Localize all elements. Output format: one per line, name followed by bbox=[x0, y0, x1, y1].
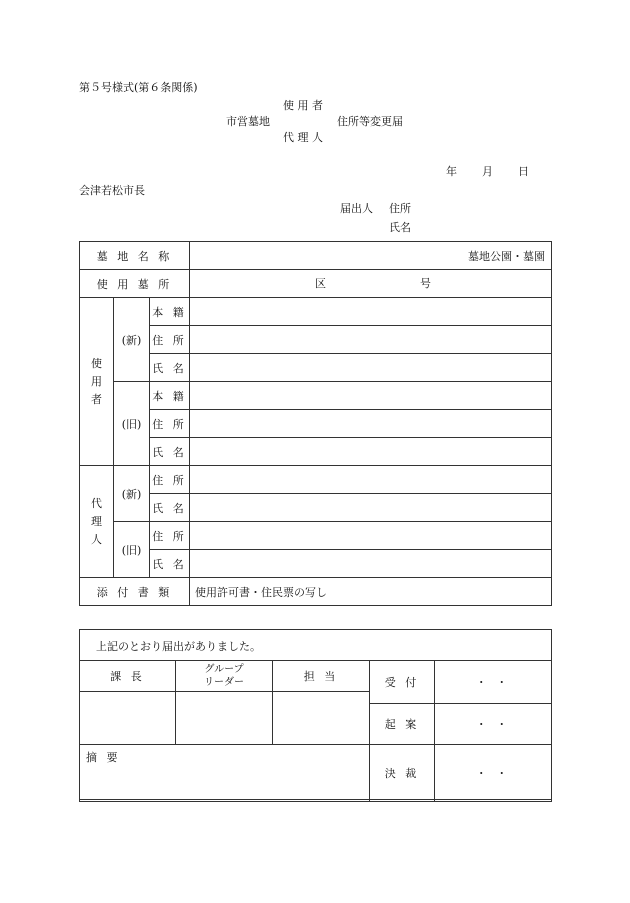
user-old-name-label: 氏 名 bbox=[150, 438, 190, 466]
uketsuke-date[interactable]: ・ ・ bbox=[435, 661, 552, 704]
tanto-label: 担 当 bbox=[273, 661, 370, 692]
user-section-label: 使 用 者 bbox=[80, 298, 114, 466]
group-leader-line1: グループ bbox=[204, 664, 244, 675]
attachments-field[interactable]: 使用許可書・住民票の写し bbox=[190, 578, 552, 606]
plot-ku-label: 区 bbox=[315, 277, 326, 290]
user-new-name-field[interactable] bbox=[190, 354, 552, 382]
title-cemetery: 市営墓地 bbox=[226, 115, 270, 128]
agent-new-name-field[interactable] bbox=[190, 494, 552, 522]
kacho-label: 課 長 bbox=[80, 661, 176, 692]
agent-new-label: (新) bbox=[114, 466, 150, 522]
uketsuke-label: 受 付 bbox=[370, 661, 435, 704]
title-user: 使 用 者 bbox=[283, 99, 323, 112]
summary-label: 摘 要 bbox=[86, 751, 121, 764]
user-old-honseki-field[interactable] bbox=[190, 382, 552, 410]
date-day: 日 bbox=[518, 165, 529, 178]
applicant-name-label: 氏名 bbox=[389, 221, 411, 234]
kian-date[interactable]: ・ ・ bbox=[435, 704, 552, 745]
office-approval-table bbox=[79, 660, 552, 802]
office-notice: 上記のとおり届出がありました。 bbox=[96, 640, 261, 653]
application-table bbox=[79, 241, 552, 606]
plot-go-label: 号 bbox=[420, 277, 431, 290]
applicant-label: 届出人 bbox=[340, 202, 373, 215]
user-new-label: (新) bbox=[114, 298, 150, 382]
agent-old-name-label: 氏 名 bbox=[150, 550, 190, 578]
user-new-honseki-field[interactable] bbox=[190, 298, 552, 326]
user-old-honseki-label: 本 籍 bbox=[150, 382, 190, 410]
summary-field[interactable] bbox=[80, 745, 370, 802]
user-old-address-field[interactable] bbox=[190, 410, 552, 438]
date-year: 年 bbox=[446, 165, 457, 178]
user-new-address-label: 住 所 bbox=[150, 326, 190, 354]
agent-new-address-label: 住 所 bbox=[150, 466, 190, 494]
addressee: 会津若松市長 bbox=[79, 184, 145, 197]
tanto-seal-field[interactable] bbox=[273, 692, 370, 745]
title-agent: 代 理 人 bbox=[283, 131, 323, 144]
user-old-name-field[interactable] bbox=[190, 438, 552, 466]
title-change-notice: 住所等変更届 bbox=[337, 115, 403, 128]
user-old-label: (旧) bbox=[114, 382, 150, 466]
kacho-seal-field[interactable] bbox=[80, 692, 176, 745]
group-leader-seal-field[interactable] bbox=[176, 692, 273, 745]
cemetery-name-label: 墓 地 名 称 bbox=[80, 242, 190, 270]
plot-row bbox=[80, 270, 552, 298]
date-month: 月 bbox=[482, 165, 493, 178]
cemetery-name-row bbox=[80, 242, 552, 270]
plot-field[interactable] bbox=[190, 270, 552, 298]
user-old-address-label: 住 所 bbox=[150, 410, 190, 438]
kessai-date[interactable]: ・ ・ bbox=[435, 745, 552, 802]
user-new-name-label: 氏 名 bbox=[150, 354, 190, 382]
agent-new-address-field[interactable] bbox=[190, 466, 552, 494]
applicant-address-label: 住所 bbox=[389, 202, 411, 215]
cemetery-name-field[interactable]: 墓地公園・墓園 bbox=[190, 242, 552, 270]
group-leader-line2: リーダー bbox=[204, 677, 244, 688]
agent-section-label: 代 理 人 bbox=[80, 466, 114, 578]
attachments-label: 添 付 書 類 bbox=[80, 578, 190, 606]
plot-label: 使 用 墓 所 bbox=[80, 270, 190, 298]
kessai-label: 決 裁 bbox=[370, 745, 435, 802]
user-new-honseki-label: 本 籍 bbox=[150, 298, 190, 326]
agent-old-label: (旧) bbox=[114, 522, 150, 578]
form-number: 第５号様式(第６条関係) bbox=[79, 81, 198, 94]
group-leader-label bbox=[176, 661, 273, 692]
agent-old-address-label: 住 所 bbox=[150, 522, 190, 550]
user-new-address-field[interactable] bbox=[190, 326, 552, 354]
agent-new-name-label: 氏 名 bbox=[150, 494, 190, 522]
kian-label: 起 案 bbox=[370, 704, 435, 745]
agent-old-name-field[interactable] bbox=[190, 550, 552, 578]
agent-old-address-field[interactable] bbox=[190, 522, 552, 550]
